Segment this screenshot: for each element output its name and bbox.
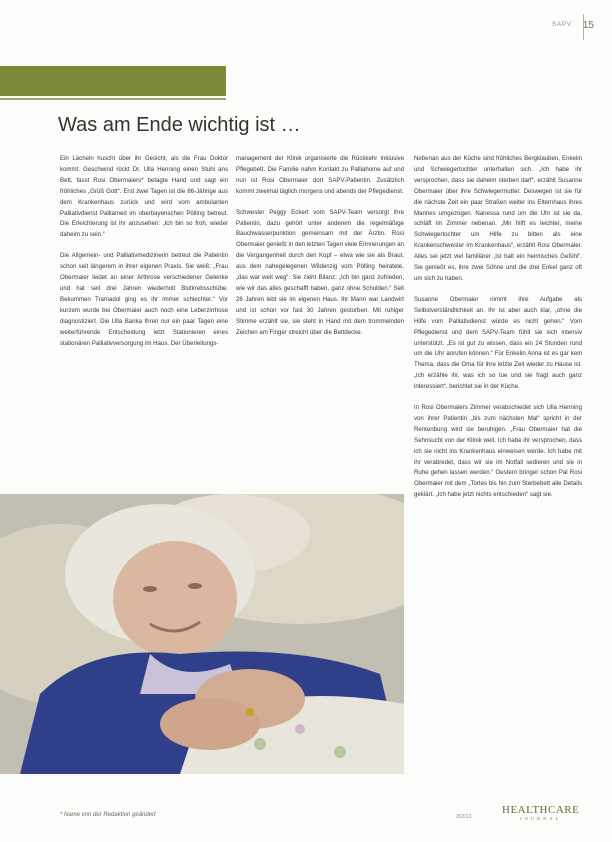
brand-logo [502, 804, 579, 821]
paragraph: Susanne Obermaier nimmt ihre Aufgabe als Selbstverständlichkeit an. Ihr ist aber auch klar, „ohne die Hilfe vom Palliativdienst würde es nicht gehen.“ Vom Pflegedienst und dem SAPV-Team fühlt sie sich intensiv unterstützt. „Es ist gut zu wissen, dass ein 24 Stunden rund um die Uhr anrufen können.“ Für Enkelin Anna ist es gar kein Thema, dass die Oma für ihre letzte Zeit wieder zu Hause ist. „Ich erzähle ihr, was ich so tue und sie fragt auch ganz interessiert“, berichtet sie in der Küche. [414, 295, 582, 391]
paragraph: Die Allgemein- und Palliativmedizinerin betreut die Patientin schon seit längerem in ihrer eigenen Praxis. Sie weiß: „Frau Obermaier leidet an einer Arthrose verschiedener Gelenke und hat seit drei Jahren wiederholt Blutkrebsschübe. Bekommen Tramadol ging es ihr immer schlechter.“ Vor kurzem wurde bei Obermaier auch noch eine Leberzirrhose diagnostiziert. Die Ulla Banka Ihren nur ein paar Tagen eine weiterführende Entscheidung letzt Stationieren eines stationären Palliativversorgung im Haus. Der Überleitungs- [60, 252, 228, 347]
section-color-band [0, 66, 226, 96]
footnote: * Name von der Redaktion geändert [60, 812, 156, 818]
page-number: 15 [582, 20, 594, 31]
paragraph: Schwester Peggy Eckert vom SAPV-Team versorgt ihre Patientin, dazu gehört unter anderem die regelmäßige Bauchwasserpunktion gemeinsam mit der Ärztin. Rosi Obermaier genießt in den letzten Tagen viele Erinnerungen an die Vergangenheit durch den Kopf – etwa wie sie als Braut, aus dem nahegelegenen Wildenzig vom Pölling heiratete, „das war weit weg“. Sie zieht Bilanz: „Ich bin ganz zufrieden, wie wir das alles geschafft haben, ganz ohne Schulden.“ Seit 26 Jahren lebt sie im eigenen Haus. Ihr Mann war Landwirt und ist schon vor fast 30 Jahren gestorben. Mit ruhiger Stimme erzählt sie, sie steht in Hand mit dem trommelnden Zeichen am Finger streicht über die Bettdecke. [236, 208, 404, 336]
paragraph: Ein Lächeln huscht über ihr Gesicht, als die Frau Doktor kommt. Geschwind rückt Dr. Ulla Henning einen Stuhl ans Bett, fasst Rosi Obermaiers* betagte Hand und sagt ein fröhliches „Grüß Gott“. Erst zwei Tagen ist die 86-Jährige aus dem Krankenhaus zurück und wird vom ambulanten Palliativdienst Palliamed im oberbayerischen Pölling betreut. Die Erleichterung ist ihr anzusehen: „Ich bin so froh, wieder daheim zu sein.“ [60, 155, 228, 239]
patient-photo-illustration [0, 494, 404, 774]
brand-name: HEALTHCARE [502, 804, 580, 816]
paragraph: In Rosi Obermaiers Zimmer verabschiedet sich Ulla Henning von ihrer Patientin „bis zum nächsten Mal“ spricht in der Rentenbung wird sie beruhigen. „Frau Obermaier hat die Sehnsucht von der Klinik weit. Ich habe ihr versprochen, dass ich sie nicht ins Krankenhaus einweisen werde. Ich habe mit ihr verabredet, dass wir sie im Notfall sedieren und sie in Ruhe gehen lassen werden.“ Oestern bringer schon Pal Rosi Obermaier mit dem „Tortes bis hin zum Sterbebett alle Details geklärt. „Ich habe jetzt nichts entschieden“ sagt sie. [414, 404, 582, 499]
running-head: SAPV [551, 22, 572, 28]
paragraph: Nebenan aus der Küche sind fröhliches Bergklauben, Enkelin und Schwiegertochter unterhalten sich. „Ich habe ihr versprochen, dass sie daheim sterben darf“, erzählt Susanne Obermaier über ihre Schwiegermutter. Deswegen ist sie für die nächste Zeit ein paar Straßen weiter ins Elternhaus ihres Mannes umgezogen. Nanessa rund um die Uhr ist sie da, schläft im Zimmer nebenan. „Mir hilft es leichter, meine Schwiegertochter um Hilfe zu bitten als eine Krankenschwester im Krankenhaus“, erzählt Rosi Obermaier. Alles sei jetzt viel familiärer „ist halt ein heimisches Gefühl“. Sie genießt es, ihre zwei Söhne und die drei Enkel ganz oft um sich zu haben. [414, 155, 582, 282]
text-column-2 [236, 154, 404, 349]
patient-photo [0, 494, 404, 774]
issue-label: 3/2013 [456, 814, 472, 820]
paragraph: management der Klinik organisierte die Rückkehr inklusive Pflegebett. Die Familie nahm Kontakt zu Palliahome auf und nun ist Rosi Obermaier dort SAPV-Patientin. Zusätzlich kommt zweimal täglich morgens und abends der Pflegedienst. [236, 155, 404, 195]
article-title: Was am Ende wichtig ist … [58, 114, 301, 136]
brand-subtitle: JOURNAL [519, 816, 562, 821]
text-column-3 [414, 154, 582, 511]
section-color-rule [0, 98, 226, 100]
text-column-1 [60, 154, 228, 359]
